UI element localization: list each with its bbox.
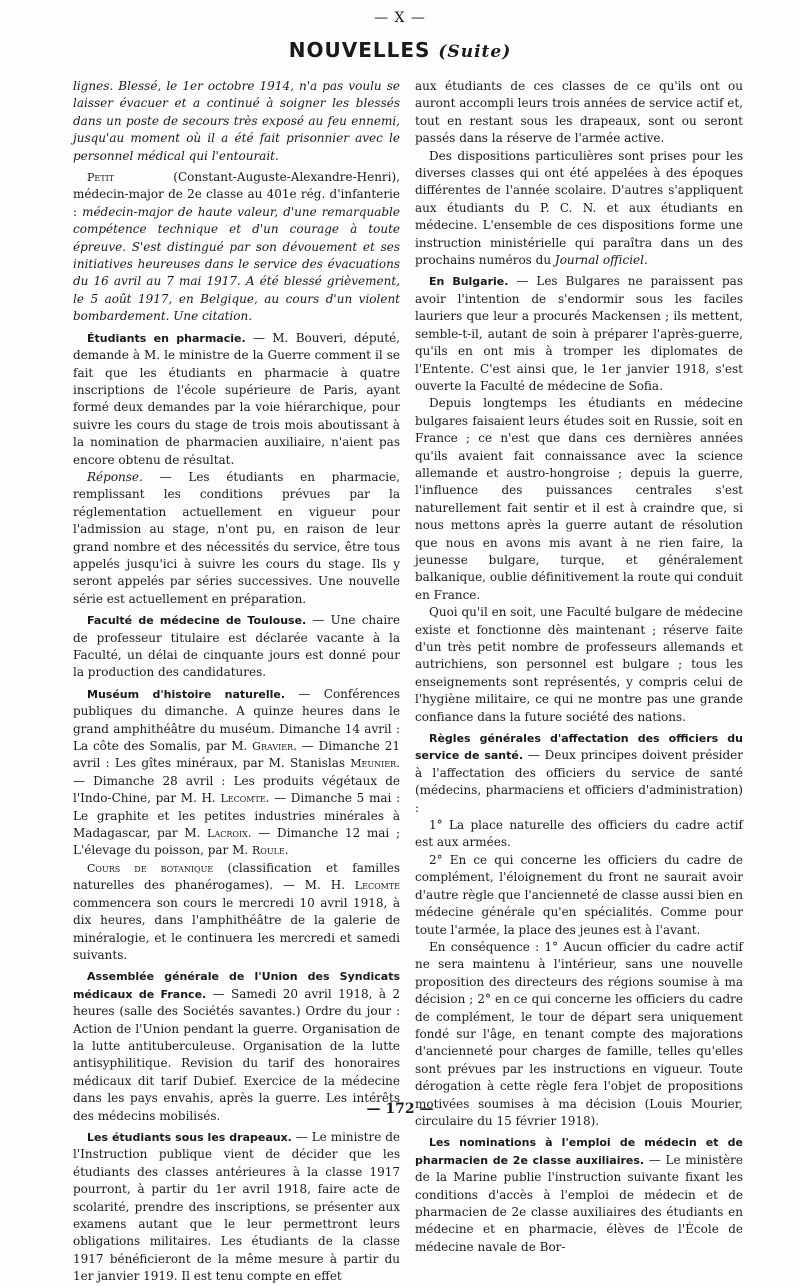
left-p6-f: . [284, 843, 289, 858]
right-p4: Depuis longtemps les étudiants en médecine bulgares faisaient leurs études soit en Russie, soit en France ; ce n'est que dans ces dernières années qu'ils avaient fait connaissance avec la science allemande et austro-hongroise ; depuis la guerre, l'influence des puissances centrales s'est naturellement fait sentir et il est à craindre que, si nous mettons après la guerre autant de résolution que nous en avons mis avant à ne rien faire, la jeunesse bulgare, turque, et généralement balkanique, oublie définitivement la route qui conduit en France. [415, 396, 743, 602]
name-lecomte: Lecomte [220, 792, 266, 806]
journal-officiel: Journal officiel [554, 253, 644, 268]
page-title [0, 38, 800, 62]
heading-assemblee: Assemblée générale de l'Union des Syndicats médicaux de France. [73, 970, 400, 1001]
left-p7 [73, 860, 400, 964]
right-p5: Quoi qu'il en soit, une Faculté bulgare de médecine existe et fonctionne dès maintenant ; réserve faite d'un très petit nombre de professeurs allemands et autrichiens, son personnel est bulgare ; tous les enseignements sont représentés, y compris celui de l'hygiène militaire, ce qui ne montre pas une grande confiance dans la future société des nations. [415, 605, 744, 724]
left-p2-rest: (Constant-Auguste-Alexandre-Henri), médecin-major de 2e classe au 401e rég. d'infanterie : [73, 170, 400, 219]
left-p6-d: . — Dimanche 5 mai : Le graphite et les petites industries minérales à Madagascar, par M. [73, 791, 400, 841]
title-suite: (Suite) [438, 42, 512, 62]
name-gravier: Gravier [252, 740, 294, 754]
left-p5-body: — Une chaire de professeur titulaire est déclarée vacante à la Faculté, un délai de cinquante jours est donné pour la production des candidatures. [73, 613, 400, 680]
right-p2-b: . [644, 253, 648, 268]
left-p9 [73, 1129, 400, 1286]
left-p6-c: . — Dimanche 28 avril : Les produits végétaux de l'Indo-Chine, par M. H. [73, 756, 400, 806]
name-lecomte-2: Lecomte [354, 879, 400, 893]
heading-museum: Muséum d'histoire naturelle. [87, 687, 286, 701]
left-p6-b: . — Dimanche 21 avril : Les gîtes minéraux, par M. Stanislas [73, 739, 400, 771]
right-p3 [415, 273, 743, 395]
right-p3-body: — Les Bulgares ne paraissent pas avoir l'intention de s'endormir sous les faciles lauriers que leur a procurés Mackensen ; ils mettent, semble-t-il, autant de soin à préparer l'après-guerre, qu'ils en ont mis à tromper les diplomates de l'Entente. C'est ainsi que, le 1er janvier 1918, s'est ouverte la Faculté de médecine de Sofia. [415, 274, 743, 393]
right-p6-body: — Deux principes doivent présider à l'affectation des officiers du service de santé (médecins, pharmaciens et officiers d'administration) : [415, 748, 743, 815]
name-petit: Petit [87, 171, 115, 185]
heading-faculte-toulouse: Faculté de médecine de Toulouse. [87, 614, 307, 628]
left-p6 [73, 686, 400, 860]
right-p9: En conséquence : 1° Aucun officier du cadre actif ne sera maintenu à l'intérieur, sans une nouvelle proposition des directeurs des régions soumise à ma décision ; 2° en ce qui concerne les officiers du cadre de complément, le tour de départ sera uniquement fondé sur l'âge, en tenant compte des majorations d'ancienneté pour charges de famille, telles qu'elles sont prévues par les instructions en vigueur. Toute dérogation à cette règle fera l'objet de propositions motivées soumises à ma décision (Louis Mourier, circulaire du 15 février 1918). [415, 939, 743, 1128]
page-number: — 172 — [366, 1101, 434, 1117]
heading-nominations: Les nominations à l'emploi de médecin et de pharmacien de 2e classe auxiliaires. [415, 1136, 743, 1167]
left-p4 [73, 469, 400, 608]
title-text: NOUVELLES [288, 38, 431, 62]
heading-reponse: Réponse. [87, 469, 143, 484]
left-p4-body: — Les étudiants en pharmacie, remplissant les conditions prévues par la réglementation actuellement en vigueur pour l'admission au stage, n'ont pu, en raison de leur grand nombre et des nécessités du service, être tous appelés jusqu'ici à suivre les cours du stage. Ils y seront appelés par séries successives. Une nouvelle série est actuellement en préparation. [73, 469, 400, 606]
left-p8-body: — Samedi 20 avril 1918, à 2 heures (salle des Sociétés savantes.) Ordre du jour : Action de l'Union pendant la guerre. Organisation de la lutte antituberculeuse. Organisation de la lutte antisyphilitique. Revision du tarif des honoraires médicaux dit tarif Dubief. Exercice de la médecine dans les pays envahis, après la guerre. Les intérêts des médecins mobilisés. [73, 986, 400, 1123]
left-p9-body: — Le ministre de l'Instruction publique vient de décider que les étudiants des classes antérieures à la classe 1917 pourront, à partir du 1er avril 1918, faire acte de scolarité, prendre des inscriptions, se présenter aux examens autant que le leur permettront leurs obligations militaires. Les étudiants de la classe 1917 bénéficieront de la même mesure à partir du 1er janvier 1919. Il est tenu compte en effet [73, 1129, 400, 1284]
heading-etudiants-drapeaux: Les étudiants sous les drapeaux. [87, 1130, 292, 1144]
left-p6-e: . — Dimanche 12 mai ; L'élevage du poisson, par M. [73, 826, 401, 858]
right-p10-body: — Le ministère de la Marine publie l'instruction suivante fixant les conditions d'accès à l'emploi de médecin et de pharmacien de 2e classe auxiliaires des étudiants en médecine et en pharmacie, élèves de l'École de médecine navale de Bor- [415, 1152, 743, 1254]
name-meunier: Meunier [350, 757, 397, 771]
right-p8: 2° En ce qui concerne les officiers du cadre de complément, l'éloignement du front ne saurait avoir d'autre règle que l'ancienneté de classe aussi bien en médecine générale qu'en spécialités. Comme pour toute l'armée, la place des jeunes est à l'avant. [415, 852, 743, 937]
right-p1: aux étudiants de ces classes de ce qu'ils ont ou auront accompli leurs trois années de service actif et, tout en restant sous les drapeaux, sont ou seront passés dans la réserve de l'armée active. [415, 79, 743, 146]
right-p7: 1° La place naturelle des officiers du cadre actif est aux armées. [415, 818, 743, 850]
left-p2-italic: médecin-major de haute valeur, d'une remarquable compétence technique et d'un courage à toute épreuve. S'est distingué par son dévouement et ses initiatives heureuses dans le service des évacuations du 16 avril au 7 mai 1917. A été blessé grièvement, le 5 août 1917, en Belgique, au cours d'un violent bombardement. Une citation. [73, 204, 400, 324]
name-lacroix: Lacroix [207, 827, 248, 841]
left-p2 [73, 169, 400, 326]
left-p3-body: — M. Bouveri, député, demande à M. le ministre de la Guerre comment il se fait que les étudiants en pharmacie à quatre inscriptions de l'école supérieure de Paris, ayant formé deux demandes par la voie hiérarchique, pour suivre les cours du stage de trois mois aboutissant à la nomination de pharmacien auxiliaire, n'aient pas encore obtenu de résultat. [73, 330, 400, 467]
left-p1: lignes. Blessé, le 1er octobre 1914, n'a pas voulu se laisser évacuer et a continué à soigner les blessés dans un poste de secours très exposé au feu ennemi, jusqu'au moment où il a été fait prisonnier avec le personnel médical qui l'entourait. [73, 79, 400, 163]
left-p6-a: — Conférences publiques du dimanche. A quinze heures dans le grand amphithéâtre du muséum. Dimanche 14 avril : La côte des Somalis, par M. [73, 686, 400, 754]
roman-numeral: — X — [374, 10, 426, 26]
heading-bulgarie: En Bulgarie. [429, 275, 509, 289]
left-p7-b: commencera son cours le mercredi 10 avril 1918, à dix heures, dans l'amphithéâtre de la galerie de minéralogie, et le continuera les mercredi et samedi suivants. [73, 895, 400, 962]
left-p3 [73, 330, 400, 469]
right-column [415, 78, 743, 1256]
heading-regles: Règles générales d'affectation des officiers du service de santé. [415, 732, 743, 763]
right-p2 [415, 148, 743, 270]
left-p7-a: (classification et familles naturelles des phanérogames). — M. H. [73, 860, 400, 893]
name-roule: Roule [252, 844, 285, 858]
heading-etudiants-pharmacie: Étudiants en pharmacie. [87, 331, 246, 345]
right-p2-a: Des dispositions particulières sont prises pour les diverses classes qui ont été appelées à des époques différentes de l'année scolaire. D'autres s'appliquent aux étudiants du P. C. N. et aux étudiants en médecine. L'ensemble de ces dispositions forme une instruction ministérielle qui paraîtra dans un des prochains numéros du [415, 148, 743, 268]
right-p10 [415, 1134, 743, 1256]
cours-botanique: Cours de botanique [87, 861, 214, 875]
left-p5 [73, 612, 400, 682]
right-p6 [415, 730, 743, 817]
